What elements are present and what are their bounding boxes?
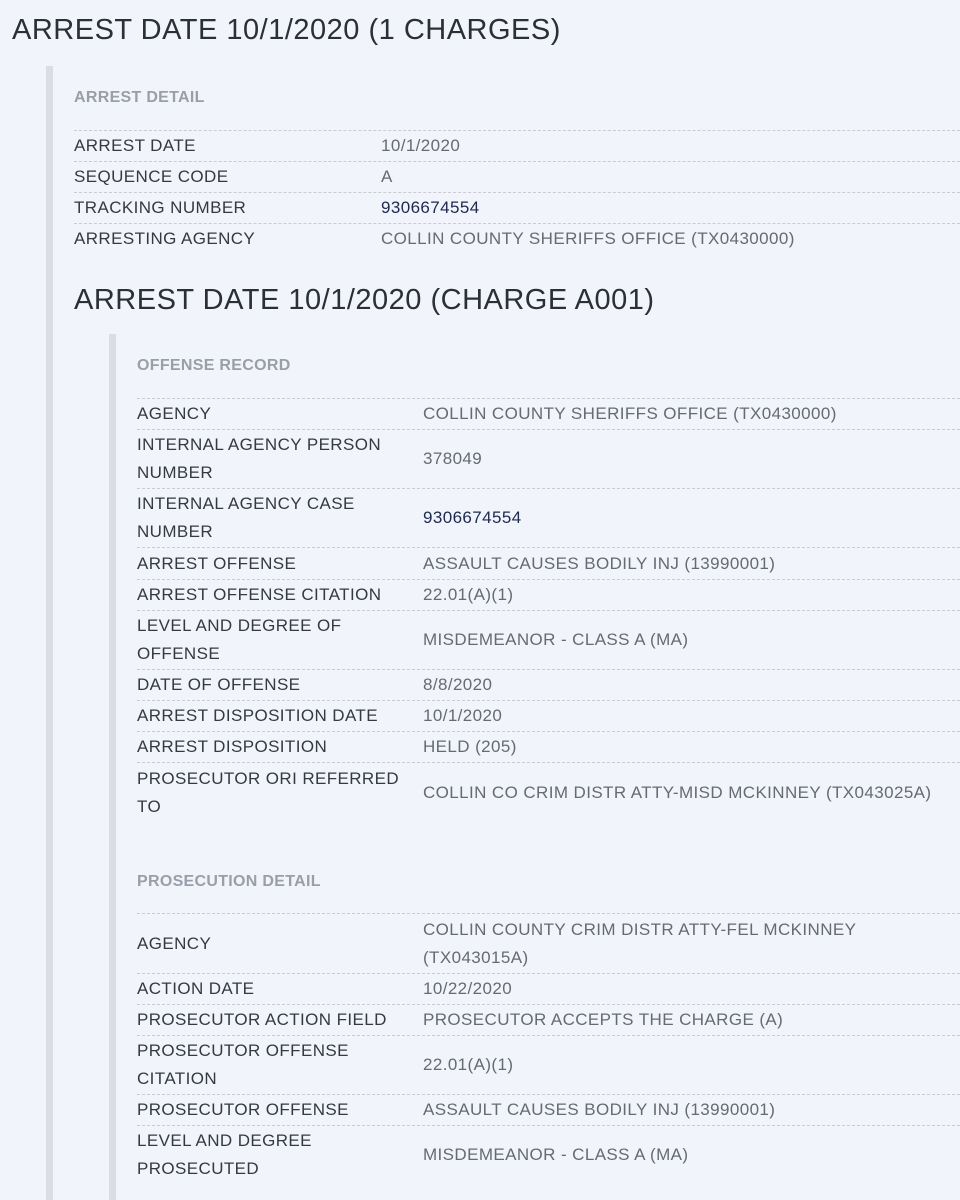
table-row (137, 973, 960, 1004)
row-label: INTERNAL AGENCY CASE NUMBER (137, 494, 355, 541)
table-row (74, 161, 960, 192)
row-label: PROSECUTOR OFFENSE CITATION (137, 1041, 349, 1088)
charge-indent-bar (109, 334, 116, 1200)
row-label: PROSECUTOR ORI REFERRED TO (137, 768, 400, 816)
charge-heading: ARREST DATE 10/1/2020 (CHARGE A001) (74, 284, 655, 316)
row-label: ACTION DATE (137, 979, 255, 998)
row-value: COLLIN COUNTY SHERIFFS OFFICE (TX0430000) (423, 404, 837, 423)
table-row (137, 1035, 960, 1094)
row-label: LEVEL AND DEGREE OF OFFENSE (137, 616, 342, 663)
row-value: PROSECUTOR ACCEPTS THE CHARGE (A) (423, 1010, 784, 1029)
row-label: INTERNAL AGENCY PERSON NUMBER (137, 435, 382, 482)
table-row (74, 223, 960, 254)
page-title: ARREST DATE 10/1/2020 (1 CHARGES) (12, 14, 561, 46)
row-label: LEVEL AND DEGREE PROSECUTED (137, 1131, 312, 1178)
row-label: TRACKING NUMBER (74, 198, 247, 217)
arrest-detail-table (74, 130, 960, 254)
table-row (137, 1004, 960, 1035)
table-row (137, 1125, 960, 1184)
row-value: COLLIN CO CRIM DISTR ATTY-MISD MCKINNEY (TX043025A) (423, 782, 932, 802)
row-value: 22.01(A)(1) (423, 585, 514, 604)
arrest-detail-title: ARREST DETAIL (74, 89, 205, 106)
table-row (137, 547, 960, 579)
row-label: ARREST DISPOSITION (137, 737, 328, 756)
row-label: ARREST OFFENSE CITATION (137, 585, 382, 604)
table-row (137, 731, 960, 762)
row-label: AGENCY (137, 404, 212, 423)
table-row (137, 488, 960, 547)
offense-record-title: OFFENSE RECORD (137, 357, 291, 374)
row-value: 10/22/2020 (423, 979, 513, 998)
table-row (137, 610, 960, 669)
row-label: PROSECUTOR OFFENSE (137, 1100, 349, 1119)
row-label: AGENCY (137, 933, 212, 953)
table-row (137, 669, 960, 700)
row-value: 378049 (423, 449, 483, 468)
table-row (137, 579, 960, 610)
row-label: ARREST OFFENSE (137, 553, 297, 573)
tracking-number-link[interactable]: 9306674554 (381, 198, 480, 217)
row-value: MISDEMEANOR - CLASS A (MA) (423, 630, 689, 649)
prosecution-detail-title: PROSECUTION DETAIL (137, 873, 321, 890)
row-label: ARREST DATE (74, 136, 196, 155)
table-row (74, 192, 960, 223)
row-label: PROSECUTOR ACTION FIELD (137, 1010, 387, 1029)
row-value: 10/1/2020 (381, 136, 461, 155)
table-row (137, 762, 960, 822)
table-row (137, 1094, 960, 1125)
table-row (137, 429, 960, 488)
table-row (74, 130, 960, 161)
row-value: A (381, 167, 393, 186)
row-label: ARREST DISPOSITION DATE (137, 706, 378, 725)
table-row (137, 913, 960, 973)
row-label: DATE OF OFFENSE (137, 675, 301, 694)
row-value: ASSAULT CAUSES BODILY INJ (13990001) (423, 1100, 776, 1119)
prosecution-detail-table (137, 913, 960, 1184)
row-value: COLLIN COUNTY CRIM DISTR ATTY-FEL MCKINNEY (TX043015A) (423, 919, 857, 967)
row-value: ASSAULT CAUSES BODILY INJ (13990001) (423, 553, 776, 573)
case-number-link[interactable]: 9306674554 (423, 508, 522, 527)
row-value: 8/8/2020 (423, 675, 493, 694)
row-value: 22.01(A)(1) (423, 1055, 514, 1074)
table-row (137, 700, 960, 731)
row-label: ARRESTING AGENCY (74, 229, 256, 248)
table-row (137, 398, 960, 429)
row-value: HELD (205) (423, 737, 517, 756)
row-value: 10/1/2020 (423, 706, 503, 725)
row-value: COLLIN COUNTY SHERIFFS OFFICE (TX0430000) (381, 229, 795, 248)
row-value: MISDEMEANOR - CLASS A (MA) (423, 1145, 689, 1164)
row-label: SEQUENCE CODE (74, 167, 229, 186)
offense-record-table (137, 398, 960, 822)
section-indent-bar (46, 66, 53, 1200)
